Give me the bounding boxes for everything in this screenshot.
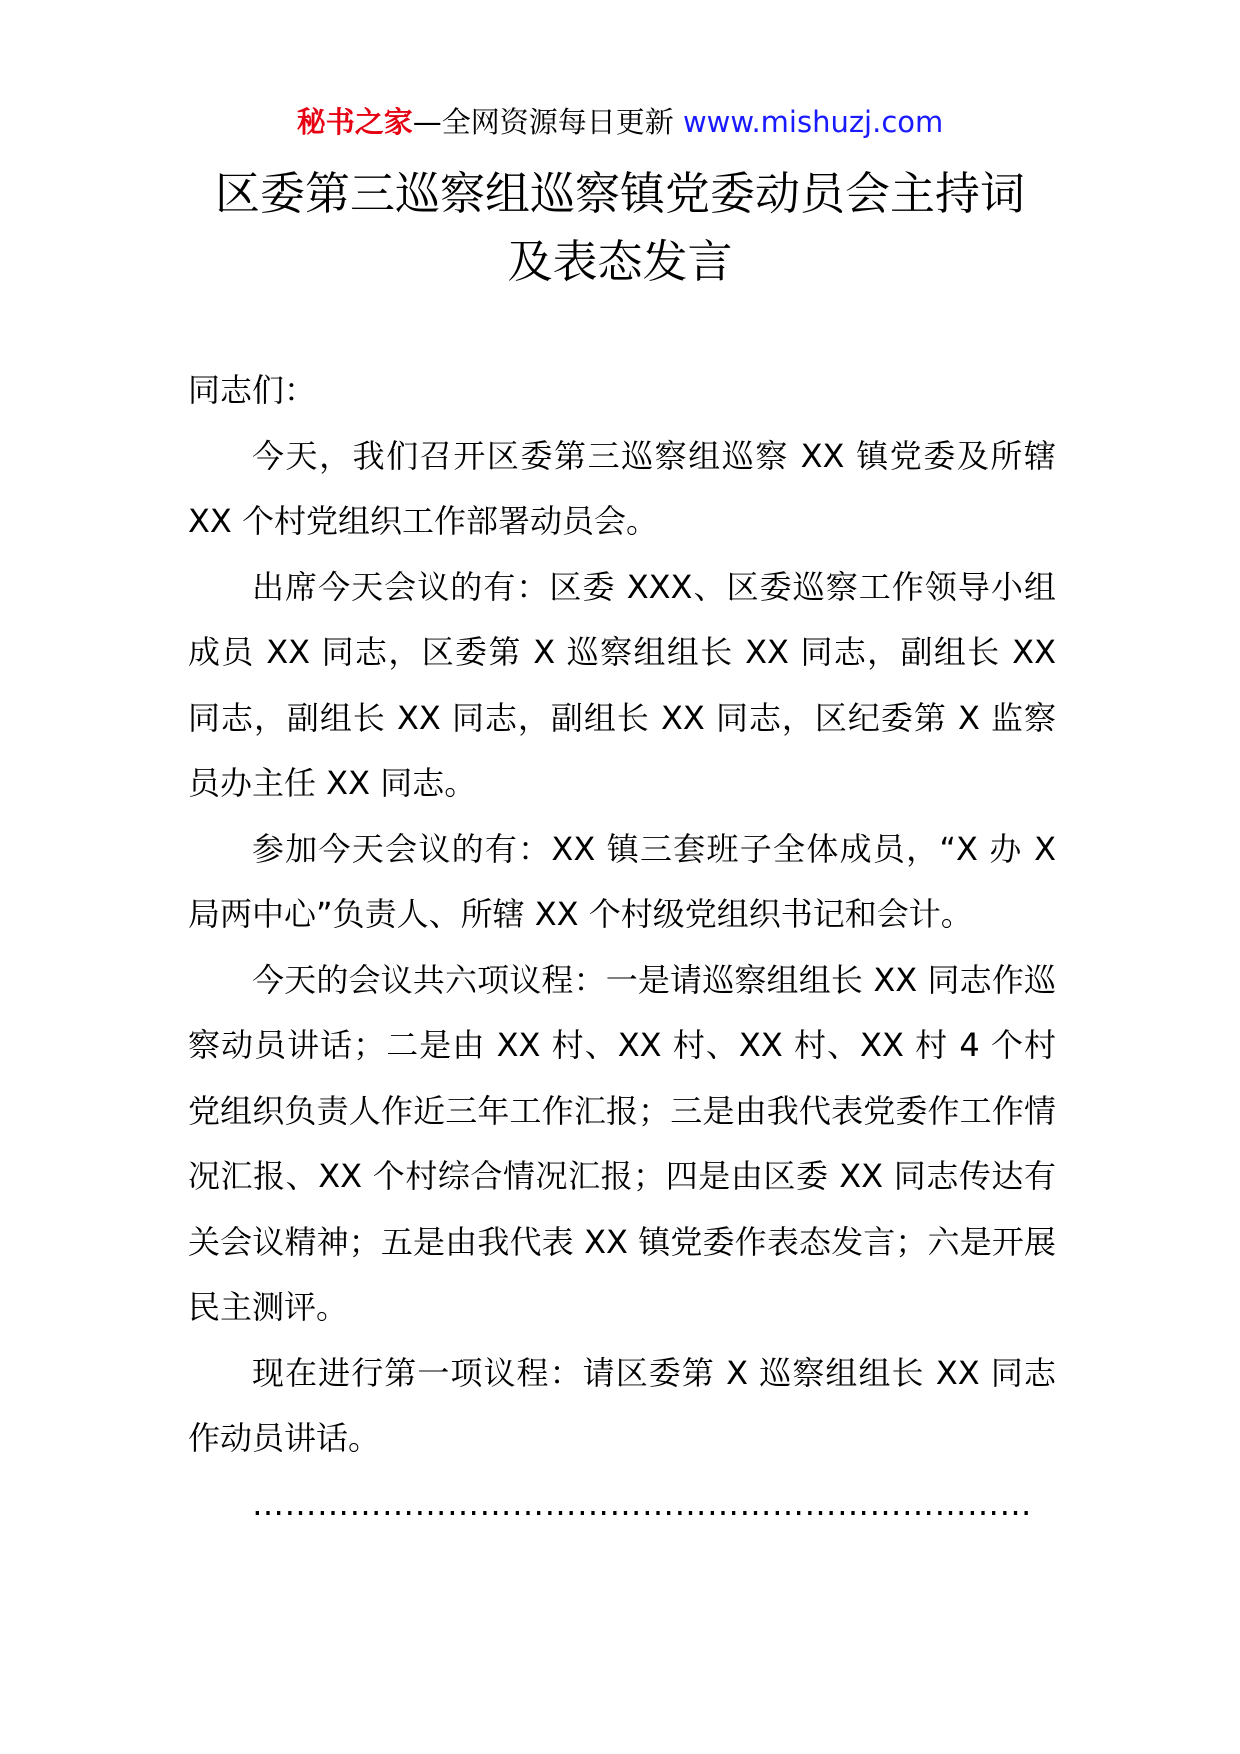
salutation: 同志们：	[188, 371, 317, 409]
document-title	[0, 160, 1240, 296]
ellipsis-continuation: ………………………………………………………………	[252, 1484, 1032, 1523]
paragraph-opening: 今天，我们召开区委第三巡察组巡察 XX 镇党委及所辖 XX 个村党组织工作部署动员会。	[188, 436, 1056, 540]
site-header	[0, 100, 1240, 144]
paragraph-attendees: 出席今天会议的有：区委 XXX、区委巡察工作领导小组成员 XX 同志，区委第 X 巡察组组长 XX 同志，副组长 XX 同志，副组长 XX 同志，副组长 XX 同志，区纪委第 X 监察员办主任 XX 同志。	[188, 567, 1056, 802]
title-line-1: 区委第三巡察组巡察镇党委动员会主持词	[214, 167, 1025, 220]
brand-name: 秘书之家	[296, 105, 413, 139]
document-body	[188, 358, 1056, 1537]
paragraph-first-item: 现在进行第一项议程：请区委第 X 巡察组组长 XX 同志作动员讲话。	[188, 1353, 1056, 1457]
paragraph-participants: 参加今天会议的有：XX 镇三套班子全体成员，“X 办 X 局两中心”负责人、所辖 XX 个村级党组织书记和会计。	[188, 829, 1056, 933]
paragraph-agenda: 今天的会议共六项议程：一是请巡察组组长 XX 同志作巡察动员讲话；二是由 XX 村、XX 村、XX 村、XX 村 4 个村党组织负责人作近三年工作汇报；三是由我代表党委作工作情况汇报、XX 个村综合情况汇报；四是由区委 XX 同志传达有关会议精神；五是由我代表 XX 镇党委作表态发言；六是开展民主测评。	[188, 960, 1056, 1326]
header-tagline: —全网资源每日更新	[412, 105, 683, 139]
site-url[interactable]: www.mishuzj.com	[682, 105, 944, 139]
title-line-2: 及表态发言	[507, 235, 733, 288]
